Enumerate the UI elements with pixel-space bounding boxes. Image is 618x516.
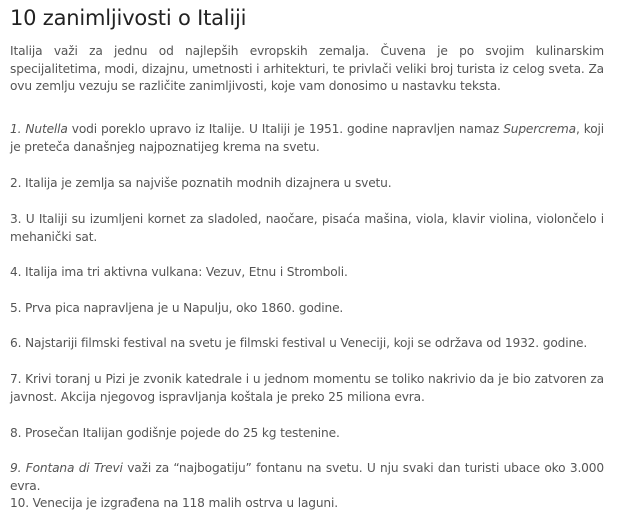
fact-1-text: vodi poreklo upravo iz Italije. U Italiji je 1951. godine napravljen namaz bbox=[67, 122, 504, 136]
fact-9-number: 9. bbox=[10, 461, 22, 475]
fact-5: 5. Prva pica napravljena je u Napulju, oko 1860. godine. bbox=[10, 301, 344, 315]
fact-7: 7. Krivi toranj u Pizi je zvonik katedrale i u jednom momentu se toliko nakrivio da je bio zatvoren za javnost. Akcija njegovog ispravljanja koštala je preko 25 miliona evra. bbox=[10, 372, 604, 404]
fact-1-number: 1. bbox=[10, 122, 22, 136]
fact-10: 10. Venecija je izgrađena na 118 malih ostrva u laguni. bbox=[10, 496, 338, 510]
fact-1-italic-term-2: Supercrema bbox=[503, 122, 576, 136]
fact-8: 8. Prosečan Italijan godišnje pojede do 25 kg testenine. bbox=[10, 426, 340, 440]
fact-1-italic-term: Nutella bbox=[25, 122, 68, 136]
fact-1-text-2: , koji je preteča današnjeg najpoznatijeg krema na svetu. bbox=[10, 122, 604, 154]
article-title: 10 zanimljivosti o Italiji bbox=[10, 6, 247, 30]
fact-1 bbox=[10, 121, 604, 156]
fact-9-italic-term: Fontana di Trevi bbox=[25, 461, 123, 475]
fact-6: 6. Najstariji filmski festival na svetu je filmski festival u Veneciji, koji se održava od 1932. godine. bbox=[10, 336, 588, 350]
fact-4: 4. Italija ima tri aktivna vulkana: Vezuv, Etnu i Stromboli. bbox=[10, 265, 348, 279]
fact-9-text: važi za “najbogatiju” fontanu na svetu. U nju svaki dan turisti ubace oko 3.000 evra. bbox=[10, 461, 604, 493]
article-intro: Italija važi za jednu od najlepših evropskih zemalja. Čuvena je po svojim kulinarskim specijalitetima, modi, dizajnu, umetnosti i arhitekturi, te privlači veliki broj turista iz celog sveta. Za ovu zemlju vezuju se različite zanimljivosti, koje vam donosimo u nastavku teksta. bbox=[10, 44, 604, 93]
article bbox=[10, 0, 604, 510]
fact-2: 2. Italija je zemlja sa najviše poznatih modnih dizajnera u svetu. bbox=[10, 176, 392, 190]
fact-3: 3. U Italiji su izumljeni kornet za sladoled, naočare, pisaća mašina, viola, klavir violina, violončelo i mehanički sat. bbox=[10, 212, 604, 244]
fact-9 bbox=[10, 460, 604, 495]
